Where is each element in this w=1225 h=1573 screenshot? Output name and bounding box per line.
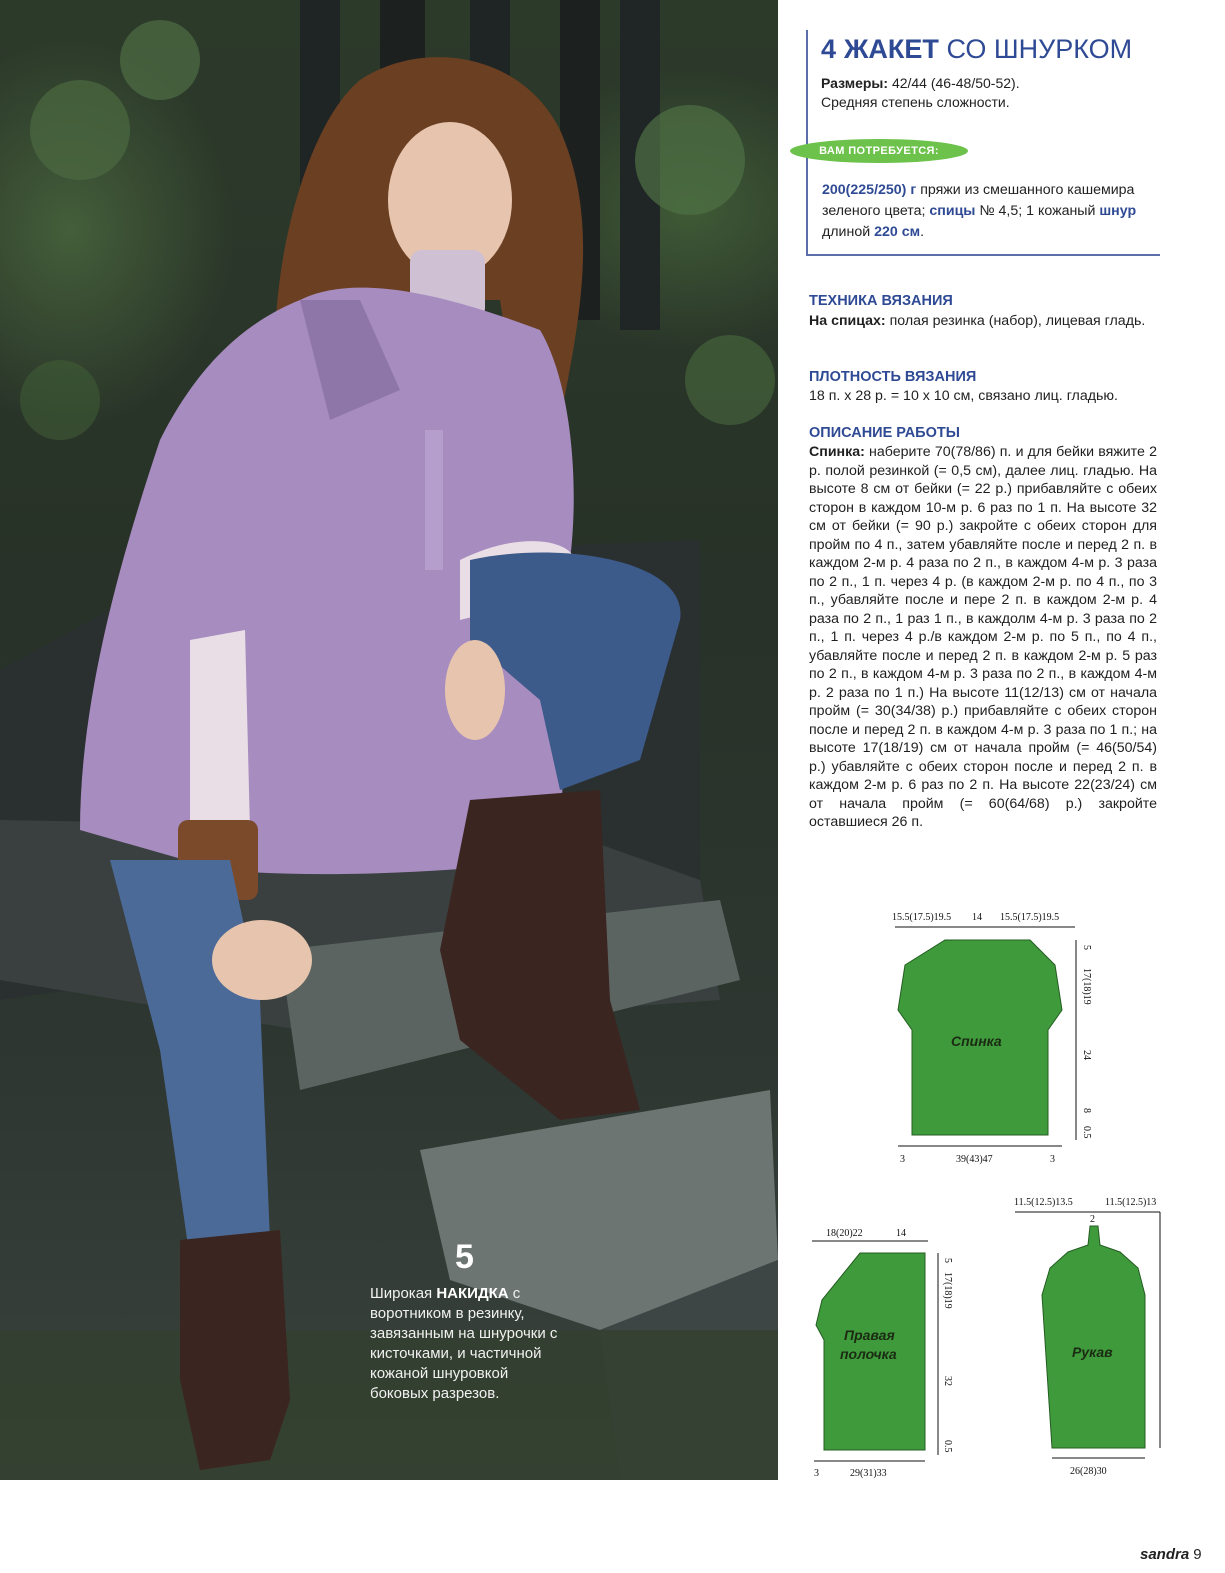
needles-label: спицы [929, 203, 976, 219]
pattern-diagrams [800, 900, 1170, 1490]
back-bottom-left: 3 [900, 1154, 905, 1165]
needles-value: № 4,5; [975, 203, 1023, 219]
technique-label: На спицах: [809, 313, 886, 329]
sleeve-top-left: 11.5(12.5)13.5 [1014, 1197, 1073, 1208]
caption-bold: НАКИДКА [436, 1285, 509, 1302]
back-bottom-right: 3 [1050, 1154, 1055, 1165]
density-text: 18 п. х 28 р. = 10 х 10 см, связано лиц. гладью. [809, 388, 1118, 404]
caption-pre: Широкая [370, 1285, 437, 1302]
title-rest: СО ШНУРКОМ [946, 34, 1133, 64]
front-bottom-left: 3 [814, 1468, 819, 1479]
technique-title: ТЕХНИКА ВЯЗАНИЯ [809, 293, 953, 309]
back-top-mid: 14 [972, 912, 982, 923]
sizes-block [821, 74, 1020, 112]
sizes-label: Размеры: [821, 75, 889, 91]
page-footer [1140, 1546, 1202, 1563]
front-name-2: полочка [840, 1346, 897, 1362]
caption-post: с воротником в резинку, завязанным на шнурочки с кисточками, и частичной кожаной шнуровкой боковых разрезов. [370, 1285, 558, 1402]
back-top-left: 15.5(17.5)19.5 [892, 912, 952, 923]
difficulty: Средняя степень сложности. [821, 94, 1010, 110]
front-diagram [812, 1228, 953, 1479]
front-right-3: 32 [942, 1376, 953, 1386]
magazine-name: sandra [1140, 1546, 1190, 1563]
sleeve-bottom-mid: 26(28)30 [1070, 1466, 1107, 1477]
front-bottom-mid: 29(31)33 [850, 1468, 887, 1479]
front-right-1: 5 [942, 1258, 953, 1263]
title-bold: ЖАКЕТ [844, 34, 939, 64]
front-right-2: 17(18)19 [942, 1272, 953, 1309]
cord-pre: 1 кожаный [1022, 203, 1100, 219]
description-text [809, 443, 1157, 832]
yarn-amount: 200(225/250) г [822, 182, 917, 198]
back-diagram [892, 912, 1092, 1165]
technique-text [809, 312, 1157, 331]
back-top-right: 15.5(17.5)19.5 [1000, 912, 1060, 923]
cord-mid: длиной [822, 224, 875, 240]
technique-body: полая резинка (набор), лицевая гладь. [885, 313, 1146, 329]
back-name: Спинка [951, 1033, 1002, 1049]
materials-text [822, 180, 1152, 243]
photo-caption [370, 1284, 570, 1404]
density-title: ПЛОТНОСТЬ ВЯЗАНИЯ [809, 369, 977, 385]
caption-number: 5 [455, 1238, 474, 1276]
sleeve-diagram [1014, 1197, 1160, 1477]
back-right-5: 0.5 [1081, 1126, 1092, 1139]
sleeve-top-right: 11.5(12.5)13 [1105, 1197, 1157, 1208]
sizes-value: 42/44 (46-48/50-52). [891, 75, 1020, 91]
cord-end: . [920, 224, 925, 240]
sleeve-top-mid: 2 [1090, 1214, 1095, 1225]
back-bottom-mid: 39(43)47 [956, 1154, 993, 1165]
page-number: 9 [1193, 1546, 1202, 1563]
front-name-1: Правая [844, 1327, 895, 1343]
yarn-text: пряжи из смешанного кашемира зеленого цвета; [822, 182, 1135, 219]
back-right-1: 5 [1081, 945, 1092, 950]
front-top-left: 18(20)22 [826, 1228, 863, 1239]
materials-badge: ВАМ ПОТРЕБУЕТСЯ: [790, 139, 968, 163]
back-right-3: 24 [1081, 1050, 1092, 1060]
pattern-number: 4 [821, 34, 837, 64]
description-label: Спинка: [809, 444, 865, 460]
sleeve-shape [1042, 1226, 1145, 1448]
page-title [821, 34, 1132, 65]
front-right-4: 0.5 [942, 1440, 953, 1453]
cord-label: шнур [1099, 203, 1137, 219]
description-title: ОПИСАНИЕ РАБОТЫ [809, 425, 960, 441]
back-right-4: 8 [1081, 1108, 1092, 1113]
description-body: наберите 70(78/86) п. и для бейки вяжите 2 р. полой резинкой (= 0,5 см), далее лиц. гладью. На высоте 8 см от бейки (= 22 р.) прибавляйте с обеих сторон в каждом 10-м р. 6 раз по 1 п. На высоте 32 см от бейки (= 90 р.) закройте с обеих сторон для пройм по 4 п., затем убавляйте после и перед 2 п. в каждом 2-м р. 4 раза по 2 п., в каждом 4-м р. 3 раза по 2 п., 1 п. через 4 р. (в каждом 2-м р. по 4 п., по 3 п., убавляйте после и пере 2 п. в каждом 2-м р. 4 раза по 2 п., 1 раз 1 п., в каждолм 4-м р. 3 раза по 2 п., 1 п. через 4 р./в каждом 2-м р. по 5 п., по 4 п., убавляйте после и перед 2 п. в каждом 2-м р. 5 раз по 2 п., в каждом 4-м р. 3 раза по 2 п., в каждом 4-м р. 2 раза по 1 п.) На высоте 11(12/13) см от начала пройм (= 30(34/38) р.) прибавляйте с обеих сторон после и перед 2 п. в каждом 4-м р. 3 раза по 1 п.; на высоте 17(18/19) см от начала пройм (= 46(50/54) р.) убавляйте с обеих сторон после и перед 2 п. в каждом 2-м р. 6 раз по 2 п. На высоте 22(23/24) см от начала пройм (= 60(64/68) р.) закройте оставшиеся 26 п. [809, 444, 1157, 830]
back-right-2: 17(18)19 [1081, 968, 1092, 1005]
sleeve-name: Рукав [1072, 1344, 1113, 1360]
front-top-right: 14 [896, 1228, 906, 1239]
cord-length: 220 см [874, 224, 921, 240]
